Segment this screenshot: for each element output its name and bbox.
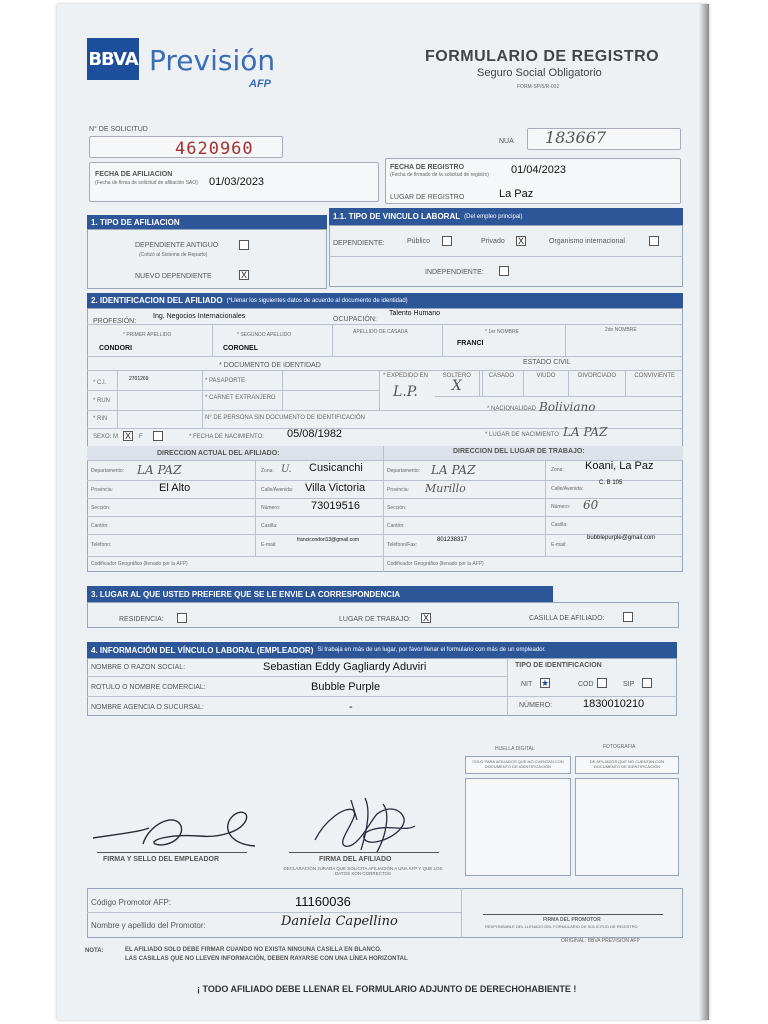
civil-option-label: DIVORCIADO <box>578 373 617 379</box>
section11-note: (Del empleo principal) <box>464 213 523 220</box>
civil-option-conviviente[interactable] <box>626 370 683 396</box>
agency-value: - <box>349 701 353 713</box>
section2-title: 2. IDENTIFICACION DEL AFILIADO <box>91 296 223 305</box>
promoter-frame <box>87 888 683 938</box>
section1-header: 1. TIPO DE AFILIACION <box>87 215 327 229</box>
civil-option-label: CASADO <box>488 373 515 379</box>
birth-date-label: * FECHA DE NACIMIENTO: <box>189 434 264 440</box>
home-address-header: DIRECCION ACTUAL DEL AFILIADO: <box>157 450 280 457</box>
home-street-label: Calle/Avenida: <box>261 487 294 493</box>
section1-frame <box>87 229 327 289</box>
work-dept-label: Departamento: <box>387 468 421 474</box>
civil-option-label: CONVIVIENTE <box>634 373 676 379</box>
row-line <box>87 516 683 517</box>
promoter-sign-label: FIRMA DEL PROMOTOR <box>543 917 601 923</box>
home-house-label: Casilla: <box>261 523 278 529</box>
home-province-value: El Alto <box>159 482 191 494</box>
home-street-value: Villa Victoria <box>305 482 366 494</box>
promoter-sign-note: RESPONSABLE DEL LLENADO DEL FORMULARIO DE SOLICITUD DE REGISTRO <box>485 924 638 929</box>
public-checkbox[interactable] <box>442 236 452 246</box>
section4-header <box>87 642 677 658</box>
col-line <box>442 324 443 356</box>
occupation-label: OCUPACIÓN: <box>333 316 377 323</box>
work-phone-value: 801238317 <box>437 537 468 543</box>
dependent-label: DEPENDIENTE: <box>333 240 385 247</box>
section11-divider <box>329 256 683 257</box>
work-house-label: Casilla: <box>551 522 568 528</box>
work-number-label: Número: <box>551 504 571 510</box>
request-number-value: 4620960 <box>175 139 254 159</box>
row-line <box>87 912 461 913</box>
employer-sign-label: FIRMA Y SELLO DEL EMPLEADOR <box>103 856 220 863</box>
col-line <box>545 460 546 556</box>
form-page <box>57 4 709 1020</box>
civil-option-label: SOLTERO <box>442 373 471 379</box>
registration-date-note: (Fecha de firmado de la solicitud de registro) <box>390 172 489 178</box>
row-line <box>435 396 683 397</box>
affiliate-sign-label: FIRMA DEL AFILIADO <box>319 856 392 863</box>
registration-place-value: La Paz <box>499 188 534 200</box>
private-label: Privado <box>481 238 505 245</box>
note-line1: EL AFILIADO SOLO DEBE FIRMAR CUANDO NO EXISTA NINGUNA CASILLA EN BLANCO. <box>125 947 382 953</box>
section2-frame <box>87 308 683 572</box>
second-surname-label: * SEGUNDO APELLIDO <box>237 332 292 338</box>
civil-option-casado[interactable] <box>480 370 525 396</box>
section4-note: Si trabaja en más de un lugar, por favor llenar el formulario con más de un empleador. <box>317 647 546 653</box>
bbva-logo: BBVA <box>87 38 139 80</box>
promoter-code-label: Código Promotor AFP: <box>91 898 172 907</box>
home-number-label: Número: <box>261 505 281 511</box>
birth-place-label: * LUGAR DE NACIMIENTO <box>485 432 559 438</box>
home-section-label: Sección: <box>91 505 111 511</box>
work-number-value: 60 <box>583 498 599 512</box>
form-subtitle: Seguro Social Obligatorio <box>477 67 602 79</box>
work-province-label: Provincia: <box>387 487 409 493</box>
fingerprint-box[interactable] <box>465 778 571 876</box>
civil-status-options <box>435 370 683 396</box>
work-address-header: DIRECCION DEL LUGAR DE TRABAJO: <box>453 448 585 455</box>
affiliation-date-note: (Fecha de firma de solicitud de afiliación SAO) <box>95 180 198 186</box>
work-phone-label: Teléfono/Fax: <box>387 542 418 548</box>
promoter-code-value: 11160036 <box>295 894 351 909</box>
trade-name-label: ROTULO O NOMBRE COMERCIAL: <box>91 684 206 691</box>
work-street-value: C. B 105 <box>599 480 623 486</box>
home-dept-value: LA PAZ <box>137 463 182 477</box>
work-place-label: LUGAR DE TRABAJO: <box>339 616 411 623</box>
work-street-label: Calle/Avenida: <box>551 486 584 492</box>
residence-label: RESIDENCIA: <box>119 616 164 623</box>
affiliation-date-label: FECHA DE AFILIACION <box>95 171 173 178</box>
sex-f-checkbox[interactable] <box>153 431 163 441</box>
second-surname-value: CORONEL <box>223 345 258 352</box>
nua-value: 183667 <box>545 128 607 147</box>
work-province-value: Murillo <box>425 482 466 495</box>
work-section-label: Sección: <box>387 505 407 511</box>
col-line <box>202 370 203 428</box>
form-title: FORMULARIO DE REGISTRO <box>425 48 660 65</box>
employer-number-label: NÚMERO: <box>519 702 553 709</box>
note-line2: LAS CASILLAS QUE NO LLEVEN INFORMACIÓN, DEBEN RAYARSE CON UNA LÍNEA HORIZONTAL <box>125 956 408 962</box>
row-line <box>87 390 379 391</box>
doc-header: * DOCUMENTO DE IDENTIDAD <box>219 362 321 369</box>
col-line <box>379 370 380 410</box>
employer-name-label: NOMBRE O RAZON SOCIAL: <box>91 664 186 671</box>
work-zone-value: Koani, La Paz <box>585 460 654 472</box>
form-code: FORM-SP/5/R-002 <box>517 84 560 90</box>
sex-label: SEXO: M <box>93 434 119 440</box>
sex-f-label: F <box>139 434 143 440</box>
affiliation-date-value: 01/03/2023 <box>209 176 265 188</box>
public-label: Público <box>407 238 430 245</box>
section4-title: 4. INFORMACIÓN DEL VÍNCULO LABORAL (EMPLEADOR) <box>91 645 314 655</box>
fingerprint-note: SOLO PARA AFILIADOS QUE NO CUENTAN CON DOCUMENTO DE IDENTIFICACIÓN <box>472 759 564 769</box>
col-line <box>255 460 256 556</box>
promoter-name-label: Nombre y apellido del Promotor: <box>91 921 206 930</box>
dependent-old-note: (Cotizó al Sistema de Reparto) <box>139 252 208 258</box>
ci-label: * C.I. <box>93 380 107 386</box>
birth-place-value: LA PAZ <box>563 425 608 439</box>
col-line <box>212 324 213 356</box>
nit-checkbox[interactable]: ★ <box>540 677 550 688</box>
sex-m-checkbox[interactable]: X <box>124 430 131 441</box>
work-geo-label: Codificador Geográfico (llenado por la AFP) <box>387 561 484 567</box>
registration-date-value: 01/04/2023 <box>511 164 567 176</box>
ci-value: 2701269 <box>129 376 149 382</box>
intl-label: Organismo internacional <box>549 238 625 245</box>
pobox-label: CASILLA DE AFILIADO: <box>529 615 605 622</box>
rin-label: * RIN <box>93 416 108 422</box>
nua-label: NUA <box>499 138 514 145</box>
trade-name-value: Bubble Purple <box>311 681 381 693</box>
private-checkbox[interactable]: X <box>517 235 524 246</box>
civil-option-mark: X <box>451 378 462 394</box>
home-zone-value: Cusicanchi <box>309 462 363 474</box>
civil-option-label: VIUDO <box>536 373 556 379</box>
first-name-value: FRANCI <box>457 340 484 347</box>
promoter-sign-line <box>483 914 663 915</box>
id-type-label: TIPO DE IDENTIFICACION <box>515 662 602 669</box>
no-doc-label: N° DE PERSONA SIN DOCUMENTO DE IDENTIFICACIÓN <box>205 415 365 421</box>
section2-note: (*Llenar los siguientes datos de acuerdo al documento de identidad) <box>226 297 408 304</box>
col-line <box>507 658 508 716</box>
home-canton-label: Cantón: <box>91 523 109 529</box>
pobox-checkbox[interactable] <box>623 612 633 622</box>
home-zone-label: Zona: <box>261 468 274 474</box>
row-line <box>87 676 507 677</box>
independent-checkbox[interactable] <box>499 266 509 276</box>
row-line <box>87 480 683 481</box>
birth-date-value: 05/08/1982 <box>287 428 343 440</box>
sip-label: SIP <box>623 681 635 688</box>
civil-option-soltero[interactable] <box>435 370 480 396</box>
work-zone-label: Zona: <box>551 467 564 473</box>
civil-header: ESTADO CIVIL <box>523 359 571 366</box>
dependent-old-label: DEPENDIENTE ANTIGUO <box>135 242 219 249</box>
section3-header: 3. LUGAR AL QUE USTED PREFIERE QUE SE LE ENVIE LA CORRESPONDENCIA <box>87 586 553 602</box>
independent-label: INDEPENDIENTE: <box>425 269 484 276</box>
profession-label: PROFESIÓN: <box>93 318 137 325</box>
fingerprint-title: HUELLA DIGITAL <box>495 746 535 752</box>
residence-checkbox[interactable] <box>177 613 187 623</box>
affiliate-sign-note: DECLARACIÓN JURADA QUE SOLICITA AFILIACIÓN A UNA AFP Y QUE LOS DATOS SON CORRECTOS <box>283 866 443 876</box>
married-surname-label: APELLIDO DE CASADA <box>353 329 408 335</box>
row-line <box>87 556 683 557</box>
first-surname-label: * PRIMER APELLIDO <box>123 332 172 338</box>
intl-checkbox[interactable] <box>649 236 659 246</box>
home-dept-label: Departamento: <box>91 468 125 474</box>
photo-note: DE AFILIADOS QUE NO CUENTAN CON DOCUMENTO DE IDENTIFICACIÓN <box>589 759 665 769</box>
agency-label: NOMBRE AGENCIA O SUCURSAL: <box>91 704 204 711</box>
passport-label: * PASAPORTE <box>205 378 246 384</box>
occupation-value: Talento Humano <box>389 310 440 317</box>
civil-option-divorciado[interactable] <box>569 370 627 396</box>
employer-signature <box>89 804 259 854</box>
col-line <box>332 324 333 356</box>
work-dept-value: LA PAZ <box>431 463 476 477</box>
photo-note-box <box>575 756 679 774</box>
dependent-new-label: NUEVO DEPENDIENTE <box>135 273 212 280</box>
home-zone-prefix: U. <box>281 464 292 475</box>
section2-header <box>87 293 683 308</box>
col-line <box>461 888 462 938</box>
note-label: NOTA: <box>85 948 104 954</box>
col-line <box>383 446 384 572</box>
affiliate-signature <box>305 790 425 860</box>
first-name-label: * 1er NOMBRE <box>485 329 519 335</box>
dependent-new-checkbox[interactable]: X <box>240 269 247 280</box>
first-surname-value: CONDORI <box>99 345 133 352</box>
home-email-label: E-mail: <box>261 542 277 548</box>
nit-label: NIT <box>521 681 533 688</box>
issued-value: L.P. <box>393 384 418 400</box>
work-email-value: bubblepurple@gmail.com <box>587 535 656 541</box>
issued-label: * EXPEDIDO EN <box>383 373 429 379</box>
home-province-label: Provincia: <box>91 487 113 493</box>
employer-name-value: Sebastian Eddy Gagliardy Aduviri <box>263 661 427 673</box>
row-line <box>87 324 683 325</box>
bottom-notice: ¡ TODO AFILIADO DEBE LLENAR EL FORMULARIO ADJUNTO DE DERECHOHABIENTE ! <box>197 984 577 994</box>
employer-number-value: 1830010210 <box>583 698 645 710</box>
cod-checkbox[interactable] <box>597 678 607 688</box>
brand-sub: AFP <box>249 78 271 90</box>
home-geo-label: Codificador Geográfico (llenado por la AFP) <box>91 561 188 567</box>
dependent-old-checkbox[interactable] <box>239 240 249 250</box>
nationality-value: Boliviano <box>539 400 596 414</box>
cod-label: COD <box>578 681 594 688</box>
nationality-label: * NACIONALIDAD <box>487 406 537 412</box>
home-phone-label: Teléfono: <box>91 542 112 548</box>
section11-title: 1.1. TIPO DE VINCULO LABORAL <box>333 212 461 221</box>
affiliate-sign-line <box>289 852 439 853</box>
brand-name: Previsión <box>149 44 276 77</box>
registration-date-label: FECHA DE REGISTRO <box>390 164 465 171</box>
home-number-value: 73019516 <box>311 500 360 512</box>
run-label: * RUN <box>93 398 111 404</box>
section11-header <box>329 208 683 225</box>
fingerprint-note-box <box>465 756 571 774</box>
home-email-value: francicondori13@gmail.com <box>297 537 360 543</box>
work-place-checkbox[interactable]: X <box>422 612 429 623</box>
foreign-card-label: * CARNET EXTRANJERO <box>205 395 276 401</box>
work-email-label: E-mail: <box>551 542 567 548</box>
row-line <box>87 356 683 357</box>
col-line <box>117 370 118 428</box>
work-canton-label: Cantón: <box>387 523 405 529</box>
sip-checkbox[interactable] <box>642 678 652 688</box>
row-line <box>87 696 677 697</box>
photo-box[interactable] <box>575 778 679 876</box>
registration-place-label: LUGAR DE REGISTRO <box>390 194 465 201</box>
original-label: ORIGINAL: BBVA PREVISION AFP <box>561 938 640 944</box>
profession-value: Ing. Negocios Internacionales <box>153 313 246 320</box>
col-line <box>565 324 566 356</box>
employer-sign-line <box>97 852 247 853</box>
request-number-label: N° DE SOLICITUD <box>89 126 148 133</box>
promoter-name-value: Daniela Capellino <box>281 914 398 929</box>
civil-option-viudo[interactable] <box>524 370 569 396</box>
second-name-label: 2do NOMBRE <box>605 327 637 333</box>
photo-title: FOTOGRAFIA <box>603 744 636 750</box>
